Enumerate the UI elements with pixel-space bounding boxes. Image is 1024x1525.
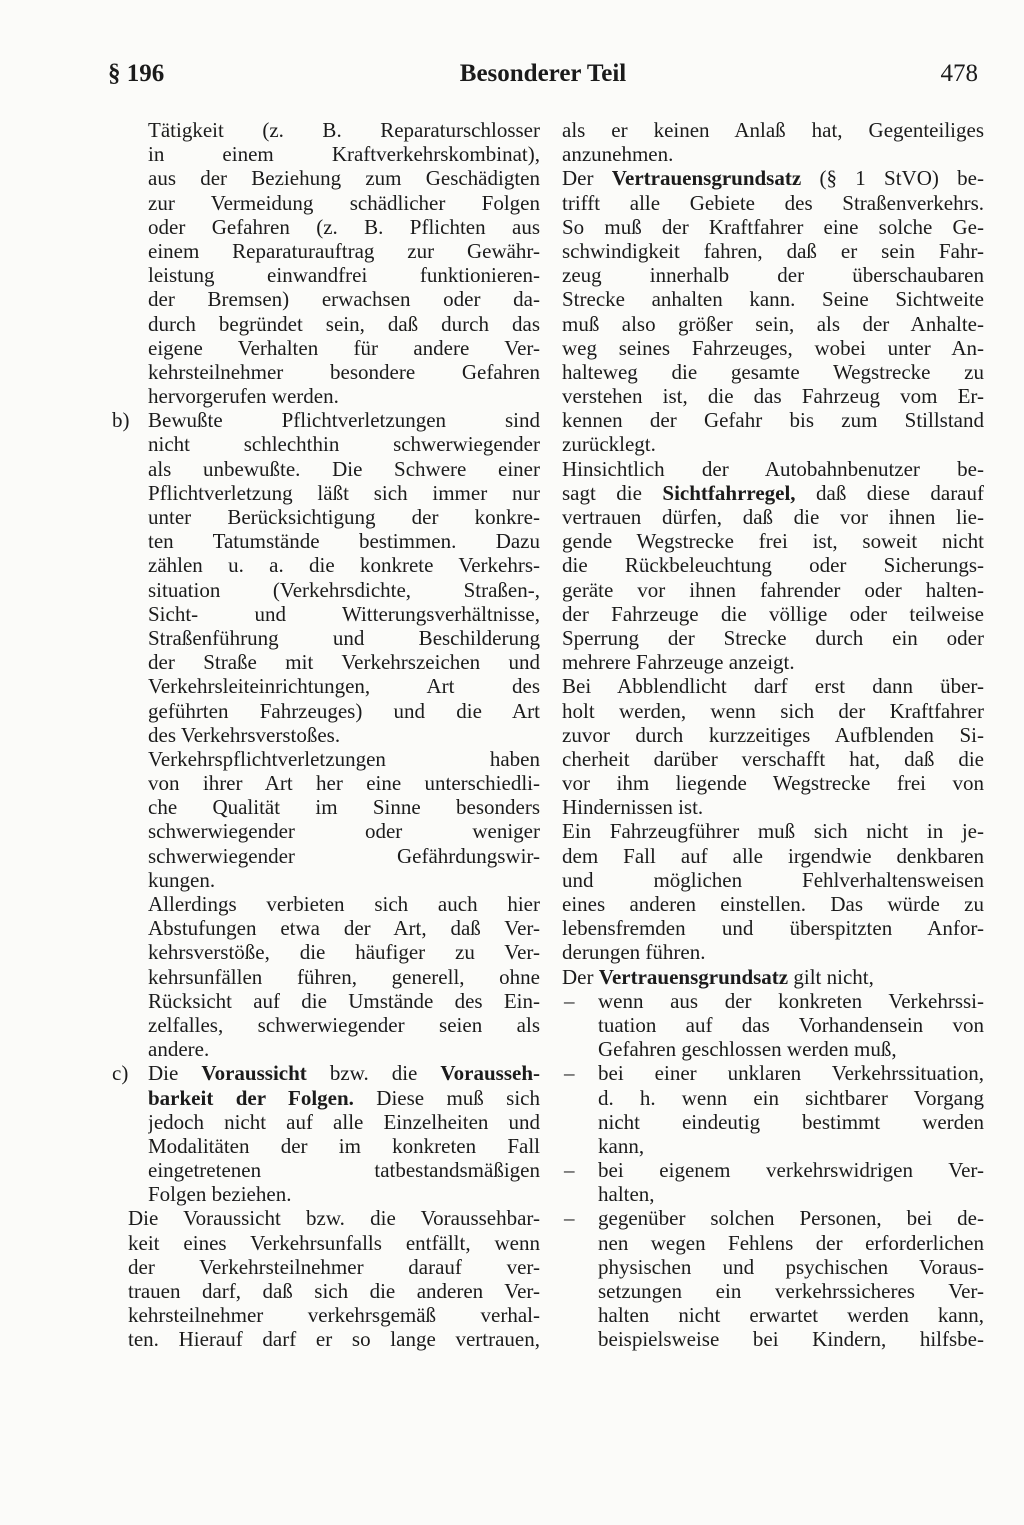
text-line: gegenüber solchen Personen, bei de- <box>598 1206 984 1231</box>
paragraph-exceptions <box>562 965 984 1352</box>
text-line: mehrere Fahrzeuge anzeigt. <box>562 650 795 675</box>
paragraph-1 <box>562 118 984 166</box>
term-voraussehbarkeit: Vorausseh- <box>440 1061 540 1086</box>
text-line: kennen der Gefahr bis zum Stillstand <box>562 408 984 433</box>
text-line: situation (Verkehrsdichte, Straßen-, <box>148 577 540 602</box>
text-line: verstehen ist, die das Fahrzeug vom Er- <box>562 384 984 409</box>
text-line: vor ihm liegende Wegstrecke frei von <box>562 771 984 796</box>
text-line: kann, <box>598 1133 645 1158</box>
text-line: zur Vermeidung schädlicher Folgen <box>148 190 540 215</box>
text-line: schwindigkeit fahren, daß er sein Fahr- <box>562 238 984 263</box>
text-line: Die Voraussicht bzw. die Voraussehbar- <box>128 1206 540 1231</box>
text-line: schwerwiegender oder weniger <box>148 819 540 844</box>
text-line: lebensfremden und überspitzten Anfor- <box>562 916 984 941</box>
list-marker-b: b) <box>112 408 130 433</box>
text-line: Abstufungen etwa der Art, daß Ver- <box>148 916 540 941</box>
page-number: 478 <box>940 60 978 87</box>
item-c-text <box>112 1061 540 1206</box>
text-line: Straßenführung und Beschilderung <box>148 625 540 650</box>
text-line: Hindernissen ist. <box>562 795 704 820</box>
text-line: keit eines Verkehrsunfalls entfällt, wenn <box>128 1230 540 1255</box>
page-header <box>108 60 978 100</box>
text-line: derungen führen. <box>562 940 706 965</box>
text-line: gende Wegstrecke frei ist, soweit nicht <box>562 529 984 554</box>
text-line: Der Vertrauensgrundsatz gilt nicht, <box>562 964 874 989</box>
text-line: holt werden, wenn sich der Kraftfahrer <box>562 698 984 723</box>
text-line: Modalitäten der im konkreten Fall <box>148 1133 540 1158</box>
text-line: kehrsverstöße, die häufiger zu Ver- <box>148 940 540 965</box>
text-line: Der Vertrauensgrundsatz (§ 1 StVO) be- <box>562 166 984 191</box>
text-line: Allerdings verbieten sich auch hier <box>148 892 540 916</box>
text-line: tuation auf das Vorhandensein von <box>598 1012 984 1037</box>
term-voraussicht: Voraussicht <box>201 1061 307 1086</box>
text-line: halteweg die gesamte Wegstrecke zu <box>562 359 984 384</box>
section-number: § 196 <box>108 60 165 87</box>
text-line: der Straße mit Verkehrszeichen und <box>148 650 540 675</box>
text-line: eines anderen einstellen. Das würde zu <box>562 892 984 916</box>
text-line: einem Reparaturauftrag zur Gewähr- <box>148 238 540 263</box>
term-vertrauensgrundsatz-2: Vertrauensgrundsatz <box>598 964 789 989</box>
text-line: ten Tatumstände bestimmen. Dazu <box>148 529 540 554</box>
text-line: Sicht- und Witterungsverhältnisse, <box>148 601 540 626</box>
text-line: zurücklegt. <box>562 432 656 457</box>
text-line: zählen u. a. die konkrete Verkehrs- <box>148 553 540 578</box>
text-line: Pflichtverletzung läßt sich immer nur <box>148 480 540 505</box>
list-marker-c: c) <box>112 1061 129 1086</box>
text-line: beispielsweise bei Kindern, hilfsbe- <box>598 1327 984 1352</box>
paragraph-sichtfahrregel <box>562 457 984 675</box>
text-line: ten. Hierauf darf er so lange vertrauen, <box>128 1327 540 1352</box>
text-line: als unbewußte. Die Schwere einer <box>148 456 540 481</box>
item-c <box>112 1061 540 1206</box>
text-line: geführten Fahrzeuges) und die Art <box>148 698 540 723</box>
text-line: der Fahrzeuge die völlige oder teilweise <box>562 601 984 626</box>
text-line: nicht schlechthin schwerwiegender <box>148 432 540 457</box>
text-line: und möglichen Fehlverhaltensweisen <box>562 867 984 892</box>
text-line: in einem Kraftverkehrskombinat), <box>148 142 540 167</box>
text-line: schwerwiegender Gefährdungswir- <box>148 843 540 868</box>
text-line: Verkehrsleiteinrichtungen, Art des <box>148 674 540 699</box>
text-line: zeug innerhalb der überschaubaren <box>562 263 984 288</box>
text-line: kehrsteilnehmer besondere Gefahren <box>148 359 540 384</box>
exception-item <box>562 1158 984 1206</box>
text-line: andere. <box>148 1037 210 1062</box>
text-line: weg seines Fahrzeuges, wobei unter An- <box>562 335 984 360</box>
text-line: jedoch nicht auf alle Einzelheiten und <box>148 1109 540 1134</box>
text-line: durch begründet sein, daß durch das <box>148 311 540 336</box>
text-line: halten nicht erwartet werden kann, <box>598 1303 984 1328</box>
text-line: nen wegen Fehlens der erforderlichen <box>598 1230 984 1255</box>
right-column <box>562 118 984 1352</box>
text-line: sagt die Sichtfahrregel, daß diese darauf <box>562 480 984 505</box>
text-line: trauen darf, daß sich die anderen Ver- <box>128 1279 540 1303</box>
text-line: hervorgerufen werden. <box>148 384 339 409</box>
text-line: kungen. <box>148 867 216 892</box>
text-line: barkeit der Folgen. Diese muß sich <box>148 1085 540 1110</box>
term-sichtfahrregel: Sichtfahrregel, <box>662 480 796 505</box>
exception-item <box>562 989 984 1062</box>
text-line: cherheit darüber verschafft hat, daß die <box>562 746 984 771</box>
text-line: Rücksicht auf die Umstände des Ein- <box>148 988 540 1013</box>
text-line: Sperrung der Strecke durch ein oder <box>562 625 984 650</box>
text-line: anzunehmen. <box>562 142 674 167</box>
text-line: leistung einwandfrei funktionieren- <box>148 263 540 288</box>
text-line: setzungen ein verkehrssicheres Ver- <box>598 1279 984 1303</box>
text-line: Gefahren geschlossen werden muß, <box>598 1037 897 1062</box>
text-line: als er keinen Anlaß hat, Gegenteiliges <box>562 118 984 142</box>
text-line: bei eigenem verkehrswidrigen Ver- <box>598 1158 984 1183</box>
text-line: wenn aus der konkreten Verkehrssi- <box>598 988 984 1013</box>
text-line: Bei Abblendlicht darf erst dann über- <box>562 674 984 699</box>
item-b-text <box>112 408 540 1061</box>
exception-list <box>562 989 984 1352</box>
text-line: der Bremsen) erwachsen oder da- <box>148 287 540 312</box>
text-line: von ihrer Art her eine unterschiedli- <box>148 771 540 796</box>
text-line: die Rückbeleuchtung oder Sicherungs- <box>562 553 984 578</box>
text-line: Tätigkeit (z. B. Reparaturschlosser <box>148 118 540 142</box>
text-line: der Verkehrsteilnehmer darauf ver- <box>128 1254 540 1279</box>
text-line: geräte vor ihnen fahrender oder halten- <box>562 577 984 602</box>
dash-marker: – <box>564 1061 575 1086</box>
text-line: muß also größer sein, als der Anhalte- <box>562 311 984 336</box>
running-title: Besonderer Teil <box>459 60 627 87</box>
left-column <box>112 118 540 1352</box>
dash-marker: – <box>564 1158 575 1183</box>
text-line: trifft alle Gebiete des Straßenverkehrs. <box>562 190 984 215</box>
text-line: halten, <box>598 1182 655 1207</box>
term-vertrauensgrundsatz: Vertrauensgrundsatz <box>611 166 802 191</box>
closing-paragraph <box>128 1206 540 1351</box>
text-line: kehrsunfällen führen, generell, ohne <box>148 964 540 989</box>
text-line: Ein Fahrzeugführer muß sich nicht in je- <box>562 819 984 844</box>
exception-item <box>562 1206 984 1351</box>
paragraph-fahrzeugfuehrer <box>562 819 984 964</box>
text-line: Strecke anhalten kann. Seine Sichtweite <box>562 287 984 312</box>
text-line: nicht eindeutig bestimmt werden <box>598 1109 984 1134</box>
text-line: Die Voraussicht bzw. die Vorausseh- <box>148 1061 540 1086</box>
text-line: eigene Verhalten für andere Ver- <box>148 335 540 360</box>
text-line: bei einer unklaren Verkehrssituation, <box>598 1061 984 1086</box>
text-line: Bewußte Pflichtverletzungen sind <box>148 408 540 433</box>
text-line: zuvor durch kurzzeitiges Aufblenden Si- <box>562 722 984 747</box>
text-line: Verkehrspflichtverletzungen haben <box>148 746 540 771</box>
item-a-continuation <box>112 118 540 408</box>
exception-item <box>562 1061 984 1158</box>
text-line: des Verkehrsverstoßes. <box>148 722 341 747</box>
text-line: So muß der Kraftfahrer eine solche Ge- <box>562 214 984 239</box>
dash-marker: – <box>564 1206 575 1231</box>
text-line: che Qualität im Sinne besonders <box>148 795 540 820</box>
text-line: dem Fall auf alle irgendwie denkbaren <box>562 843 984 868</box>
text-line: Hinsichtlich der Autobahnbenutzer be- <box>562 456 984 481</box>
text-line: eingetretenen tatbestandsmäßigen <box>148 1158 540 1183</box>
dash-marker: – <box>564 988 575 1013</box>
text-line: kehrsteilnehmer verkehrsgemäß verhal- <box>128 1303 540 1328</box>
text-line: oder Gefahren (z. B. Pflichten aus <box>148 214 540 239</box>
text-line: zelfalles, schwerwiegender seien als <box>148 1012 540 1037</box>
paragraph-abblendlicht <box>562 674 984 819</box>
text-line: d. h. wenn ein sichtbarer Vorgang <box>598 1085 984 1110</box>
text-line: Folgen beziehen. <box>148 1182 292 1207</box>
text-line: vertrauen dürfen, daß die vor ihnen lie- <box>562 505 984 529</box>
paragraph-vertrauensgrundsatz <box>562 166 984 456</box>
text-line: aus der Beziehung zum Geschädigten <box>148 166 540 191</box>
text-line: physischen und psychischen Voraus- <box>598 1254 984 1279</box>
item-b <box>112 408 540 1061</box>
text-line: unter Berücksichtigung der konkre- <box>148 505 540 529</box>
